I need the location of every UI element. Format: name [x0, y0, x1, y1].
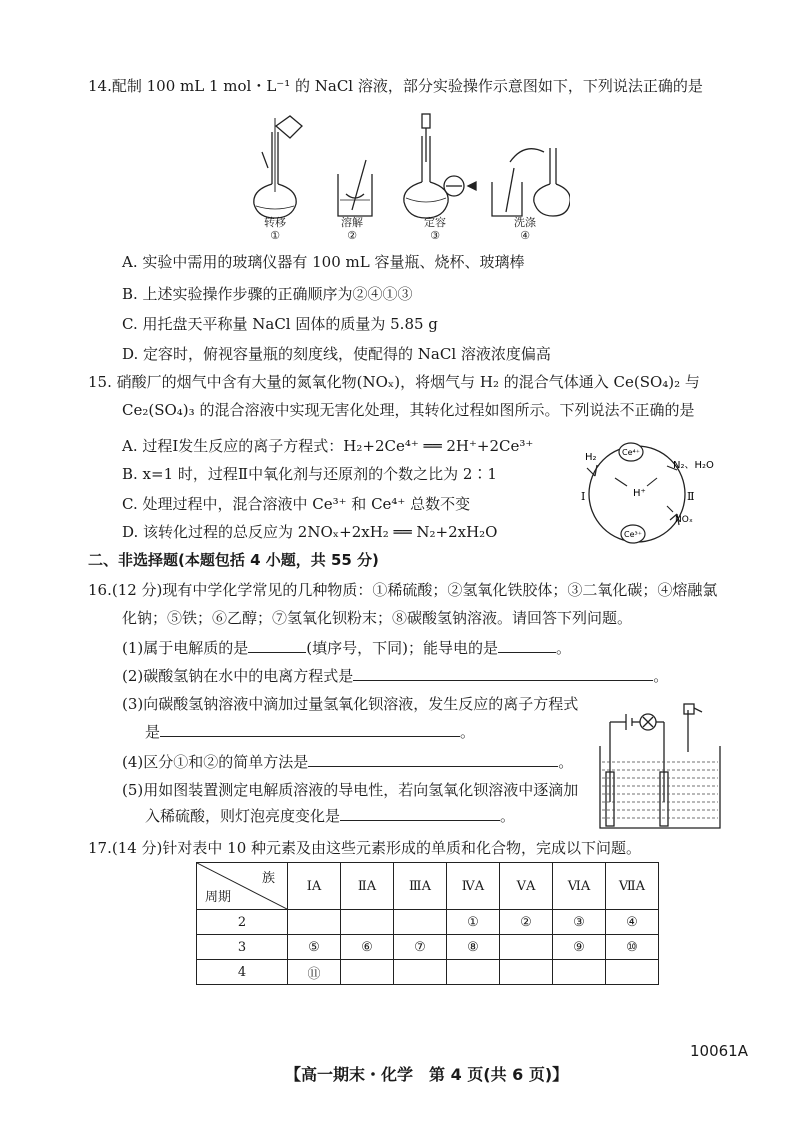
hplus-label: H⁺	[633, 488, 646, 499]
q16-part4	[122, 752, 573, 772]
element-cell	[447, 960, 500, 985]
page-footer: 【高一期末・化学 第 4 页(共 6 页)】	[285, 1065, 569, 1084]
element-cell: ⑥	[341, 935, 394, 960]
step-4-num: ④	[520, 229, 530, 242]
q16-part5-period: 。	[500, 807, 516, 825]
q16-part1	[122, 638, 571, 658]
corner-period-label: 周期	[205, 890, 232, 905]
q16-part3-line2	[145, 722, 475, 742]
step-1-num: ①	[270, 229, 280, 242]
q16-part1-blank-a[interactable]	[248, 638, 306, 653]
period-cell: 3	[197, 935, 288, 960]
step-3-num: ③	[430, 229, 440, 242]
q14-option-b: B. 上述实验操作步骤的正确顺序为②④①③	[122, 285, 413, 303]
step-4-label: 洗涤	[514, 216, 536, 229]
q16-part1-text-a: (1)属于电解质的是	[122, 639, 249, 657]
q16-part3-blank[interactable]	[160, 722, 460, 737]
table-row	[197, 935, 659, 960]
paper-code: 10061A	[690, 1042, 748, 1060]
group-header: ⅢA	[394, 863, 447, 910]
element-cell	[606, 960, 659, 985]
period-cell: 4	[197, 960, 288, 985]
element-cell	[341, 960, 394, 985]
q16-part2-period: 。	[653, 667, 669, 685]
element-cell	[500, 960, 553, 985]
group-header: ⅦA	[606, 863, 659, 910]
step-1-label: 转移	[264, 216, 286, 229]
nox-label: NOₓ	[675, 515, 693, 525]
group-header: ⅣA	[447, 863, 500, 910]
q16-part1-text-b: (填序号，下同)；能导电的是	[306, 639, 498, 657]
q16-part1-blank-b[interactable]	[498, 638, 556, 653]
element-cell	[341, 910, 394, 935]
ce4-label: Ce⁴⁺	[622, 448, 640, 457]
table-row	[197, 960, 659, 985]
q14-stem: 14.配制 100 mL 1 mol・L⁻¹ 的 NaCl 溶液，部分实验操作示意图如下，下列说法正确的是	[88, 77, 703, 95]
periodic-table	[196, 862, 659, 985]
q16-part3-line1: (3)向碳酸氢钠溶液中滴加过量氢氧化钡溶液，发生反应的离子方程式	[122, 695, 579, 713]
group-header: ⅤA	[500, 863, 553, 910]
q15-option-a: A. 过程Ⅰ发生反应的离子方程式：H₂+2Ce⁴⁺ ══ 2H⁺+2Ce³⁺	[122, 437, 534, 455]
q16-stem-line2: 化钠；⑤铁；⑥乙醇；⑦氢氧化钡粉末；⑧碳酸氢钠溶液。请回答下列问题。	[122, 609, 633, 627]
q16-part5-text: 入稀硫酸，则灯泡亮度变化是	[145, 807, 341, 825]
q16-part4-blank[interactable]	[308, 752, 558, 767]
q16-part4-period: 。	[558, 753, 574, 771]
element-cell: ③	[553, 910, 606, 935]
process-1-label: Ⅰ	[581, 490, 586, 503]
q17-stem: 17.(14 分)针对表中 10 种元素及由这些元素形成的单质和化合物，完成以下问题。	[88, 839, 642, 857]
element-cell: ⑩	[606, 935, 659, 960]
element-cell	[394, 910, 447, 935]
element-cell: ④	[606, 910, 659, 935]
dissolve-beaker-icon	[338, 160, 372, 216]
step-3-label: 定容	[424, 216, 446, 229]
table-header-row	[197, 863, 659, 910]
q14-option-d: D. 定容时，俯视容量瓶的刻度线，使配得的 NaCl 溶液浓度偏高	[122, 345, 551, 363]
transfer-flask-icon	[254, 116, 302, 218]
h2-label: H₂	[585, 452, 597, 463]
wash-beaker-icon	[492, 148, 570, 216]
section-2-heading: 二、非选择题(本题包括 4 小题，共 55 分)	[88, 551, 379, 569]
corner-group-label: 族	[261, 871, 275, 886]
q16-part2	[122, 666, 668, 686]
group-header: ⅡA	[341, 863, 394, 910]
products-label: N₂、H₂O	[673, 460, 714, 471]
element-cell: ①	[447, 910, 500, 935]
table-row	[197, 910, 659, 935]
element-cell: ⑦	[394, 935, 447, 960]
q16-part3-text: 是	[145, 723, 161, 741]
conductivity-apparatus-icon	[598, 702, 728, 830]
q16-stem-line1: 16.(12 分)现有中学化学常见的几种物质：①稀硫酸；②氢氧化铁胶体；③二氧化碳；④熔融氯	[88, 581, 718, 599]
element-cell: ⑪	[288, 960, 341, 985]
element-cell: ⑨	[553, 935, 606, 960]
q15-option-b: B. x=1 时，过程Ⅱ中氧化剂与还原剂的个数之比为 2∶1	[122, 465, 497, 483]
q15-option-d: D. 该转化过程的总反应为 2NOₓ+2xH₂ ══ N₂+2xH₂O	[122, 523, 498, 541]
q16-part2-blank[interactable]	[353, 666, 653, 681]
q16-part3-period: 。	[460, 723, 476, 741]
q15-stem-line2: Ce₂(SO₄)₃ 的混合溶液中实现无害化处理，其转化过程如图所示。下列说法不正确的是	[122, 401, 695, 419]
element-cell	[500, 935, 553, 960]
q15-cycle-diagram	[575, 430, 725, 555]
q15-option-c: C. 处理过程中，混合溶液中 Ce³⁺ 和 Ce⁴⁺ 总数不变	[122, 495, 471, 513]
q15-stem-line1: 15. 硝酸厂的烟气中含有大量的氮氧化物(NOₓ)，将烟气与 H₂ 的混合气体通入 Ce(SO₄)₂ 与	[88, 373, 700, 391]
step-2-num: ②	[347, 229, 357, 242]
element-cell	[553, 960, 606, 985]
process-2-label: Ⅱ	[687, 490, 695, 503]
q14-option-a: A. 实验中需用的玻璃仪器有 100 mL 容量瓶、烧杯、玻璃棒	[122, 253, 525, 271]
q16-part5-blank[interactable]	[340, 806, 500, 821]
group-header: ⅥA	[553, 863, 606, 910]
table-corner-cell	[197, 863, 288, 910]
element-cell	[394, 960, 447, 985]
q16-part2-text: (2)碳酸氢钠在水中的电离方程式是	[122, 667, 354, 685]
q16-part5-line2	[145, 806, 515, 826]
element-cell	[288, 910, 341, 935]
group-header: ⅠA	[288, 863, 341, 910]
element-cell: ②	[500, 910, 553, 935]
element-cell: ⑤	[288, 935, 341, 960]
ce3-label: Ce³⁺	[624, 530, 642, 539]
step-2-label: 溶解	[341, 216, 363, 229]
q14-option-c: C. 用托盘天平称量 NaCl 固体的质量为 5.85 g	[122, 315, 438, 333]
q16-part4-text: (4)区分①和②的简单方法是	[122, 753, 309, 771]
q16-part1-period: 。	[555, 639, 571, 657]
element-cell: ⑧	[447, 935, 500, 960]
volume-flask-icon	[404, 114, 476, 218]
q16-part5-line1: (5)用如图装置测定电解质溶液的导电性，若向氢氧化钡溶液中逐滴加	[122, 781, 579, 799]
period-cell: 2	[197, 910, 288, 935]
